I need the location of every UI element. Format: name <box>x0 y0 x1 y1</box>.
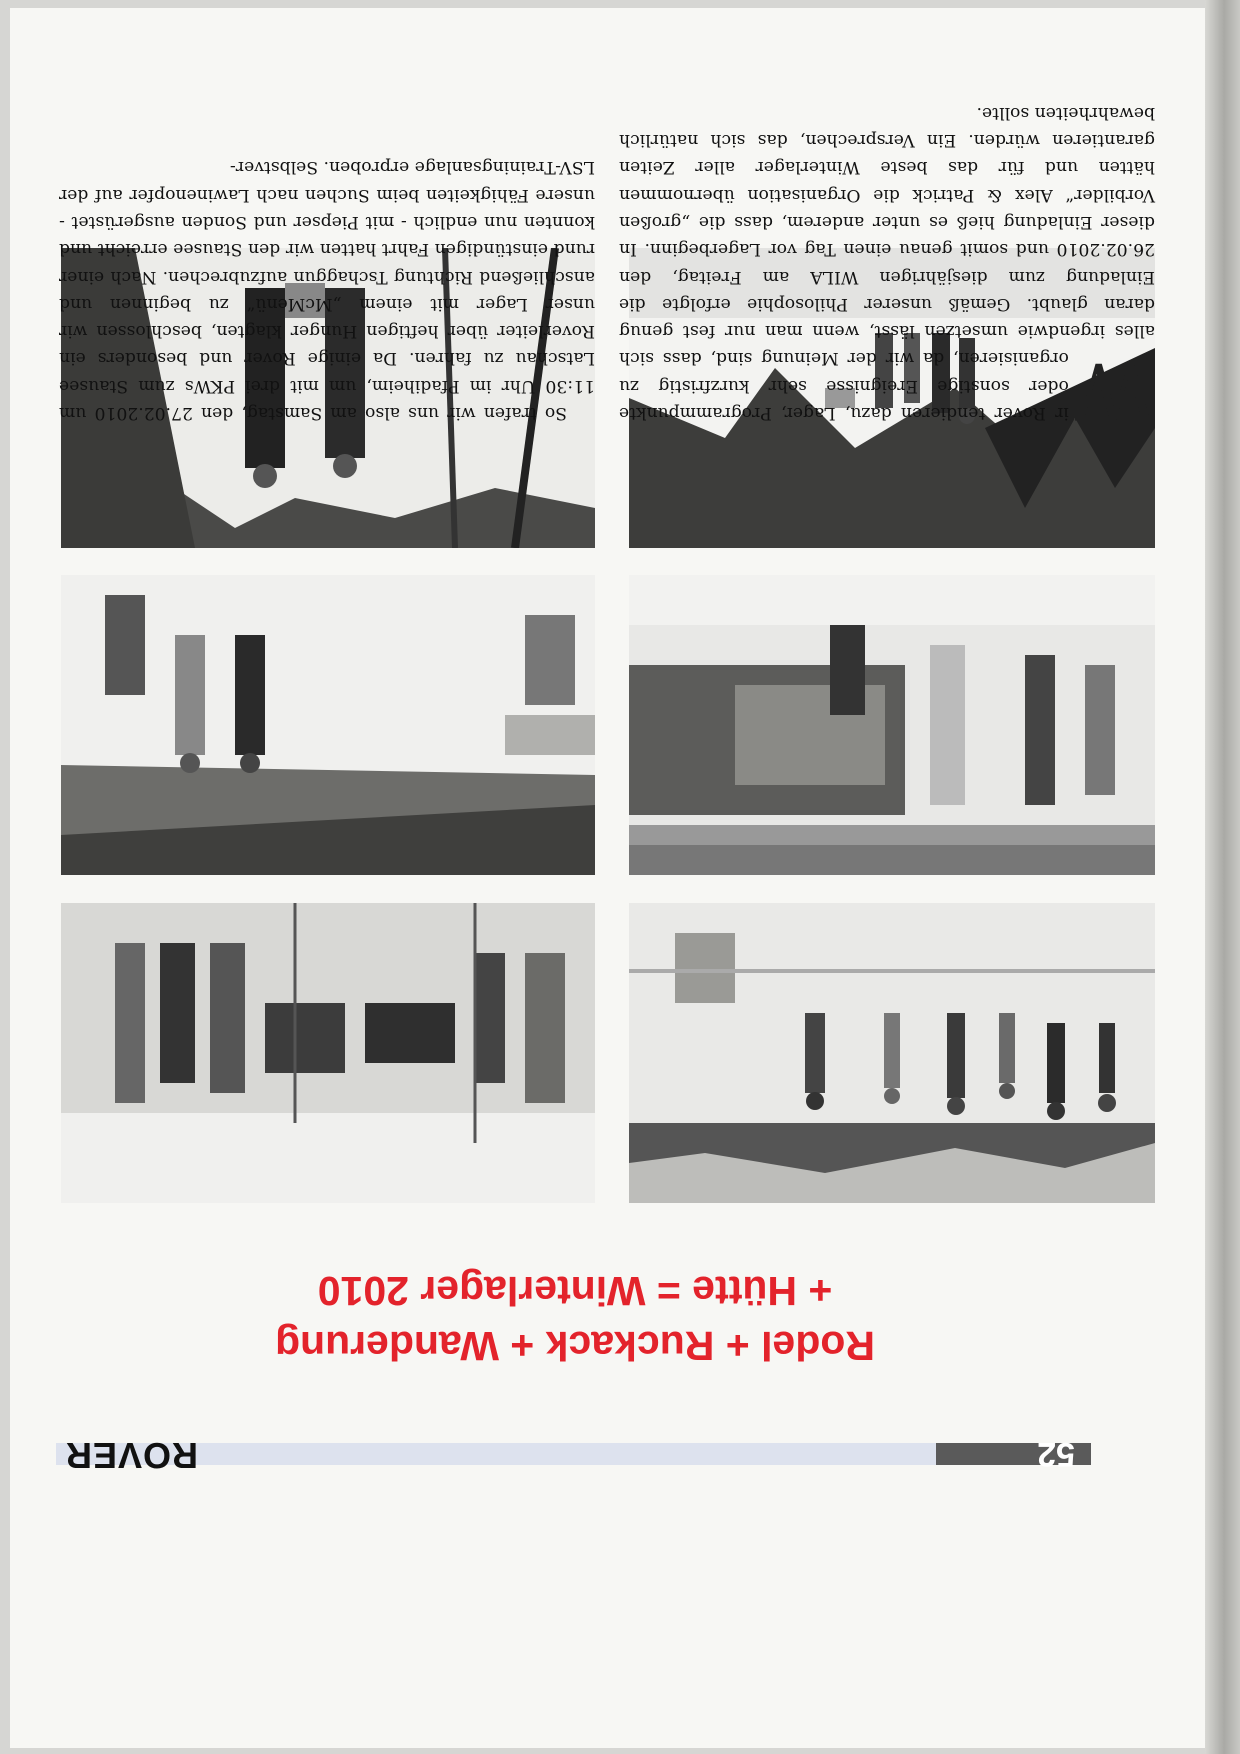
page-number: 52 <box>1037 1435 1075 1473</box>
paragraph-1-text: ir Rover tendieren dazu, Lager, Programmpunkte oder sonstige Ereignisse sehr kurzfristig zu organisieren, da wir der Meinung sind, dass sich alles irgendwie umsetzen lässt, wenn man nur fest genug daran glaubt. Gemäß unserer Philosophie erfolgte die Einladung zum diesjährigen WILA am Freitag, den 26.02.2010 und somit genau einen Tag vor Lagerbeginn. In dieser Einladung hieß es unter anderem, dass die „großen Vorbilder“ Alex & Patrick die Organisation übernommen hätten und für das beste Winterlager aller Zeiten garantieren würden. Ein Versprechen, das sich natürlich bewahrheiten sollte. <box>619 102 1155 423</box>
article-column-left <box>619 98 1155 435</box>
rotated-page <box>10 8 1215 1748</box>
photo-sleds-and-people <box>61 903 595 1203</box>
section-title: ROVER <box>65 1435 199 1476</box>
photo-group-on-snow <box>629 903 1155 1203</box>
photo-hut-with-woodpile <box>629 575 1155 875</box>
photo-two-people-with-sled <box>61 575 595 875</box>
article-paragraph-2: So trafen wir uns also am Samstag, den 27.02.2010 um 11:30 Uhr im Pfadiheim, um mit drei PKWs zum Stausee Latschau zu fahren. Da einige Rover und besonders ein Roverleiter über heftigen Hunger klagten, beschlossen wir unser Lager mit einem „McMenü“ zu beginnen und anschließend Richtung Tschaggun aufzubrechen. Nach einer rund einstündigen Fahrt hatten wir den Stausee erreicht und konnten nun endlich - mit Piepser und Sonden ausgerüstet - unsere Fähigkeiten beim Suchen nach Lawinenopfer auf der LSV-Trainingsanlage erproben. Selbstver- <box>59 157 595 423</box>
article-headline <box>65 1223 1085 1373</box>
article-column-right <box>59 153 595 426</box>
article-paragraph-1 <box>619 98 1155 435</box>
drop-cap: W <box>1074 345 1155 435</box>
headline-line-1: Rodel + Ruckack + Wanderung <box>275 1323 875 1369</box>
headline-line-2: + Hütte = Winterlager 2010 <box>317 1268 833 1314</box>
